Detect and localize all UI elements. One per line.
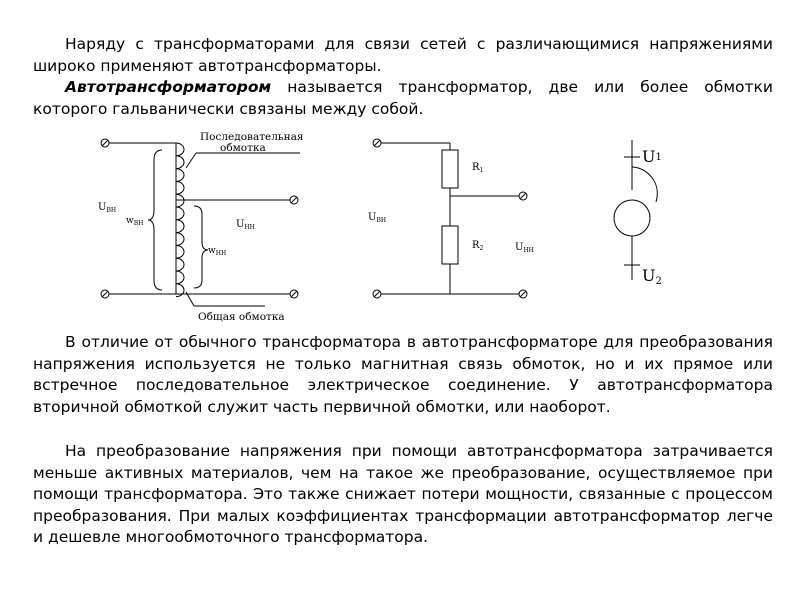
definition-text: называется трансформатор, две или более обмотки которого гальванически связаны между собой. <box>33 78 773 118</box>
paragraph-advantages-text: На преобразование напряжения при помощи автотрансформатора затрачивается меньше активных материалов, чем на такое же преобразование, осуществляемое при помощи трансформатора. Это также снижает потери мощности, связанные с процессом преобразования. При малых коэффициентах трансформации автотрансформатор легче и дешевле многообмоточного трансформатора. <box>33 442 773 546</box>
autotransformer-symbol <box>600 140 690 290</box>
common-winding-label: Общая обмотка <box>198 311 285 323</box>
autotransformer-winding-diagram <box>90 130 330 330</box>
r1-label: $R_1$ <box>472 162 484 174</box>
paragraph-intro-text: Наряду с трансформаторами для связи сетей с различающимися напряжениями широко применяют автотрансформаторы. <box>33 35 773 75</box>
paragraph-difference-text: В отличие от обычного трансформатора в автотрансформаторе для преобразования напряжения используется не только магнитная связь обмоток, но и их прямое или встречное последовательное электрическое соединение. У автотрансформатора вторичной обмоткой служит часть первичной обмотки, или наоборот. <box>33 333 773 416</box>
series-winding-label-2: обмотка <box>220 142 266 154</box>
paragraph-intro <box>33 34 773 77</box>
w-nn-label: $w_{НН}$ <box>208 246 227 257</box>
u-vn-label: $U_{ВН}$ <box>98 202 117 214</box>
u-vn-label-2: $U_{ВН}$ <box>368 212 387 224</box>
r2-label: $R_2$ <box>472 240 484 252</box>
resistor-divider-diagram <box>360 130 540 310</box>
w-vn-label: $w_{ВН}$ <box>126 216 144 227</box>
u1-label: U1 <box>642 147 662 166</box>
u2-label: U2 <box>642 266 662 287</box>
paragraph-advantages <box>33 441 773 549</box>
definition-term: Автотрансформатором <box>65 78 272 96</box>
u-nn-label-2: $U_{НН}$ <box>515 242 534 254</box>
series-winding-label: Последовательная <box>200 131 304 143</box>
paragraph-difference <box>33 332 773 418</box>
paragraph-definition <box>33 77 773 120</box>
u-nn-label: $U_{НН}$ <box>236 219 255 231</box>
